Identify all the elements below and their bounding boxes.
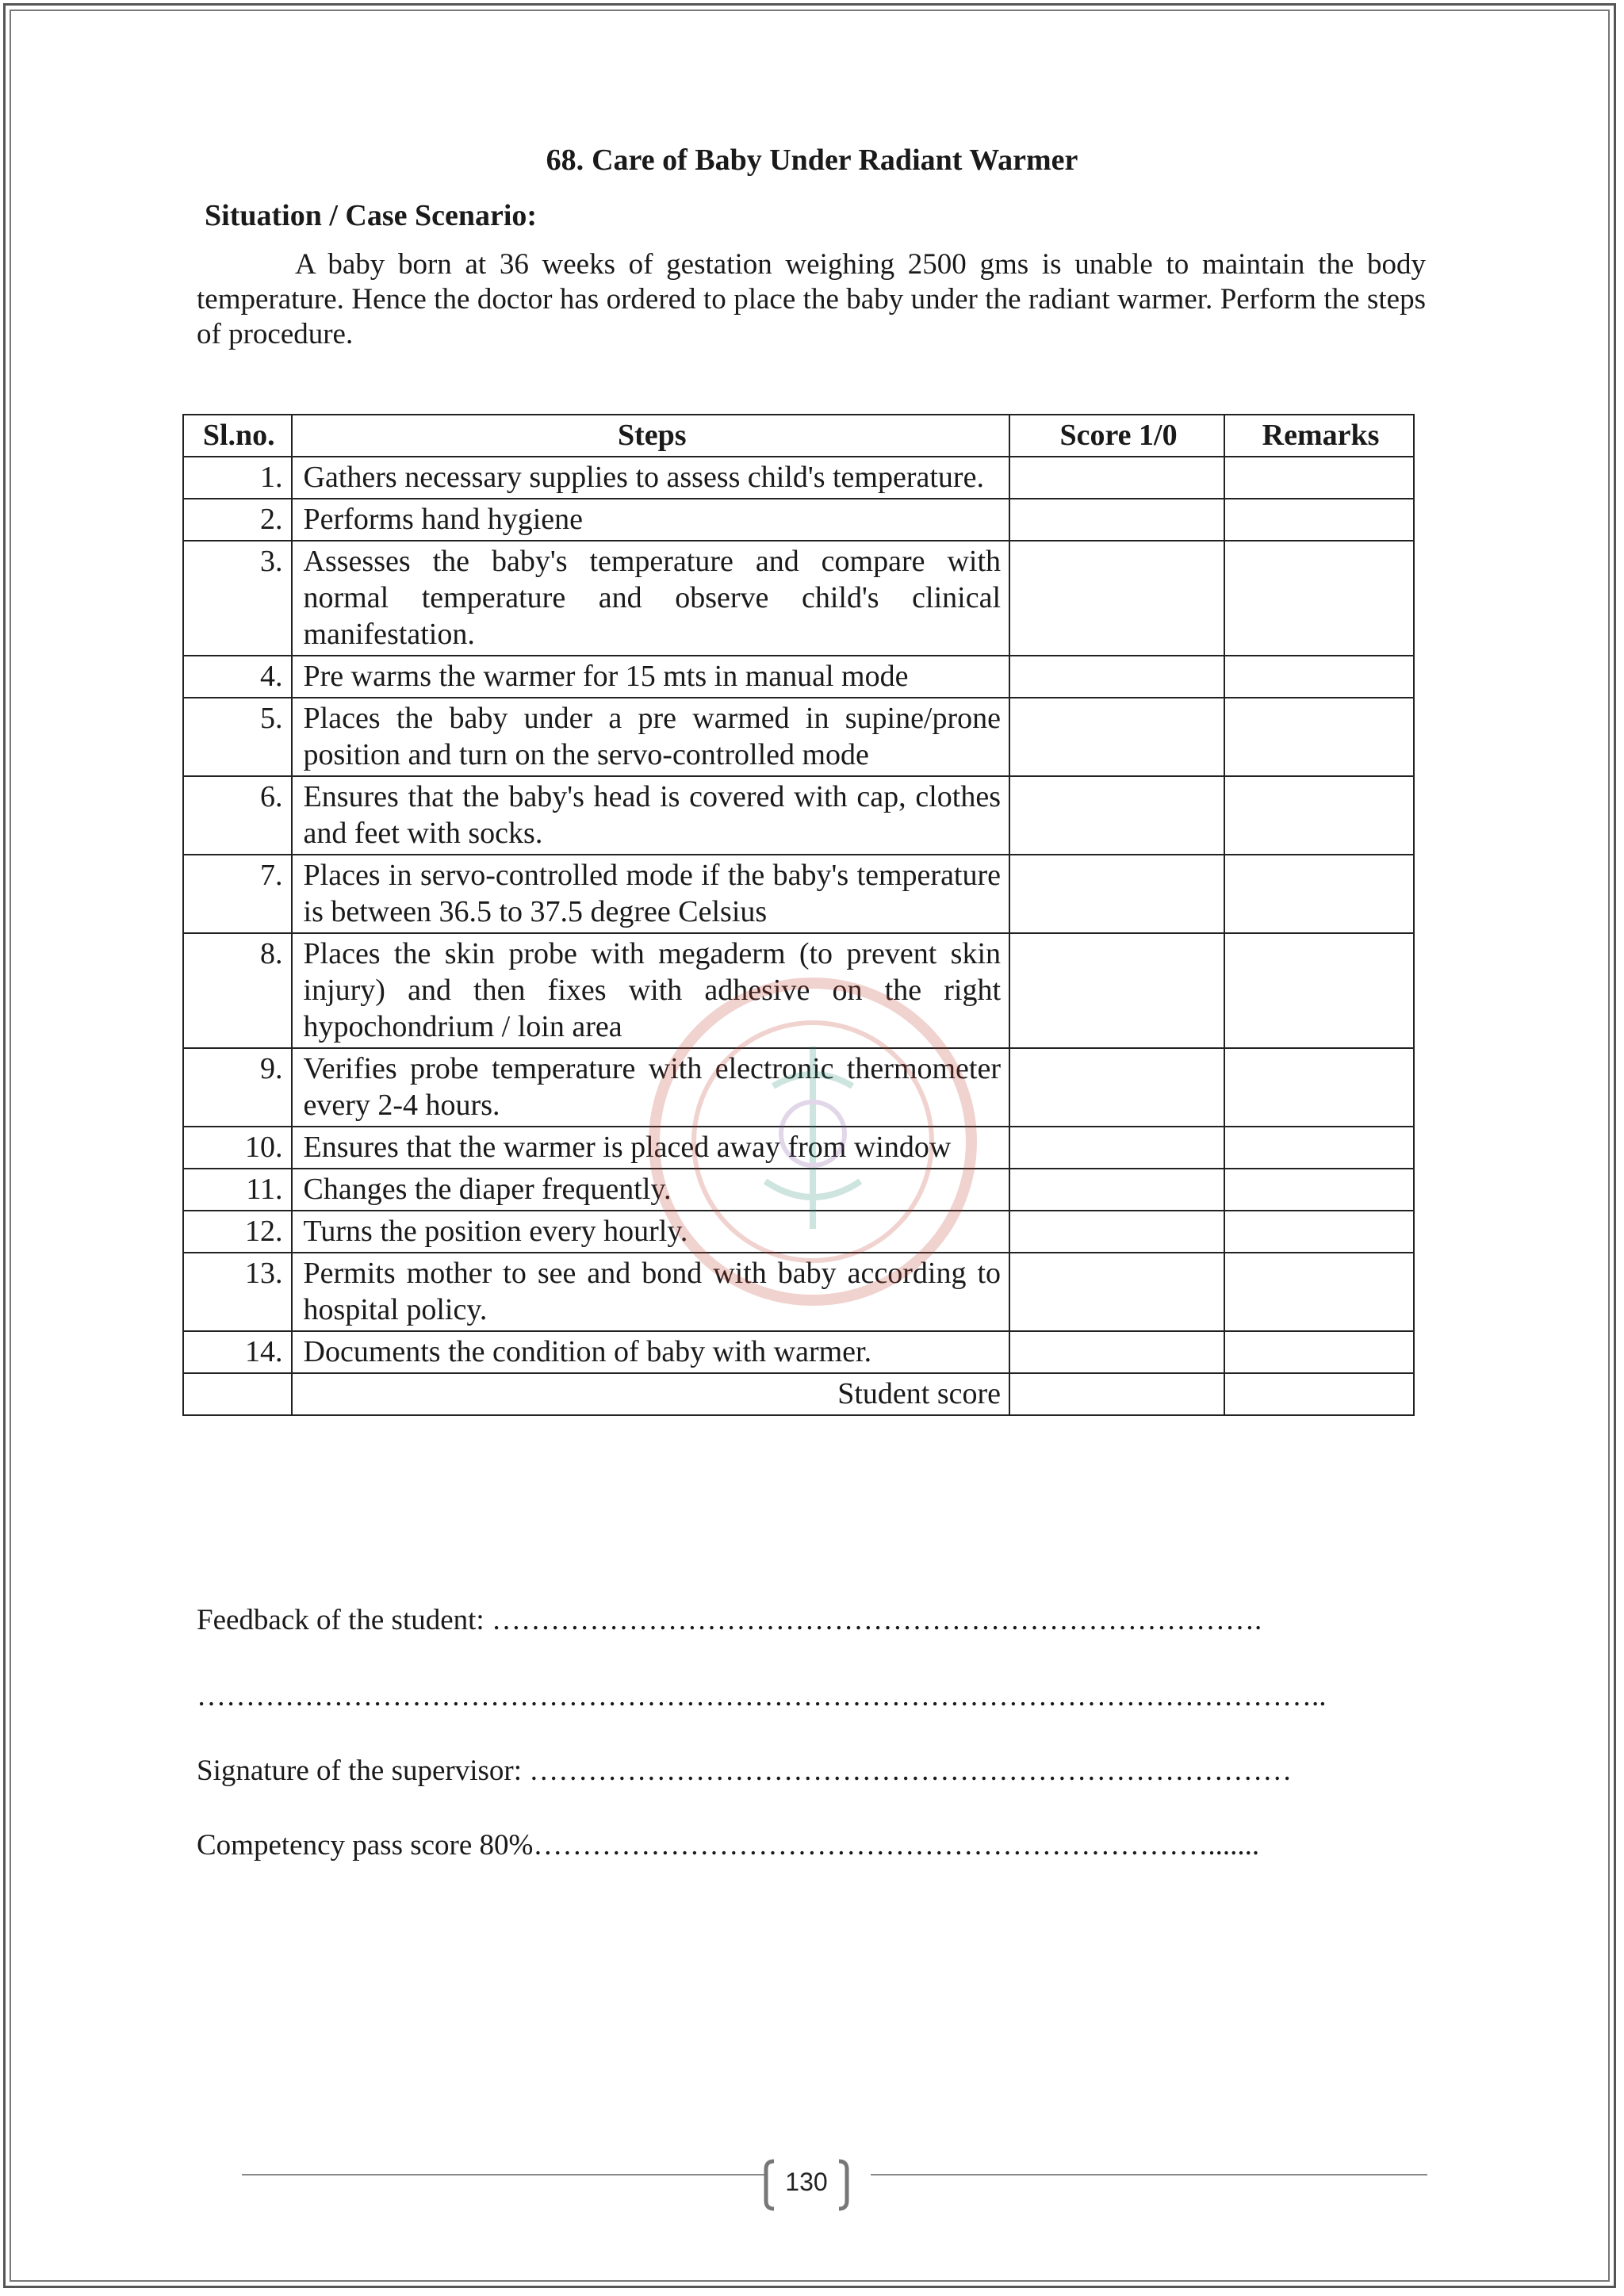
row-step: Pre warms the warmer for 15 mts in manual mode xyxy=(292,656,1010,698)
scenario-text: A baby born at 36 weeks of gestation weighing 2500 gms is unable to maintain the body temperature. Hence the doctor has ordered to place the baby under the radiant warmer. Perform the steps of procedure. xyxy=(197,248,1426,350)
remarks-cell[interactable] xyxy=(1224,1253,1414,1331)
row-number: 10. xyxy=(183,1127,292,1169)
row-number: 7. xyxy=(183,855,292,933)
row-number: 3. xyxy=(183,541,292,656)
score-cell[interactable] xyxy=(1009,1169,1224,1211)
table-row xyxy=(183,541,1414,656)
score-cell[interactable] xyxy=(1009,855,1224,933)
row-step: Verifies probe temperature with electronic thermometer every 2-4 hours. xyxy=(292,1048,1010,1127)
score-cell[interactable] xyxy=(1009,698,1224,776)
row-step: Places the baby under a pre warmed in supine/prone position and turn on the servo-controlled mode xyxy=(292,698,1010,776)
score-cell[interactable] xyxy=(1009,656,1224,698)
row-step: Assesses the baby's temperature and compare with normal temperature and observe child's clinical manifestation. xyxy=(292,541,1010,656)
row-step: Places the skin probe with megaderm (to prevent skin injury) and then fixes with adhesive on the right hypochondrium / loin area xyxy=(292,933,1010,1048)
page-title xyxy=(0,143,1624,178)
row-number: 5. xyxy=(183,698,292,776)
supervisor-signature-line: Signature of the supervisor: …………………………………………………………………… xyxy=(197,1755,1293,1787)
title-number: 68. xyxy=(546,144,584,177)
row-step: Changes the diaper frequently. xyxy=(292,1169,1010,1211)
remarks-cell[interactable] xyxy=(1224,1211,1414,1253)
score-cell[interactable] xyxy=(1009,541,1224,656)
score-cell[interactable] xyxy=(1009,933,1224,1048)
title-text: Care of Baby Under Radiant Warmer xyxy=(592,144,1078,177)
feedback-continuation-line: …………………………………………………………………………………………………….. xyxy=(197,1680,1327,1712)
table-row xyxy=(183,457,1414,499)
table-row xyxy=(183,698,1414,776)
situation-heading: Situation / Case Scenario: xyxy=(205,199,538,232)
table-row xyxy=(183,1048,1414,1127)
remarks-cell[interactable] xyxy=(1224,656,1414,698)
table-row xyxy=(183,933,1414,1048)
remarks-cell[interactable] xyxy=(1224,1169,1414,1211)
score-cell[interactable] xyxy=(1009,1127,1224,1169)
row-number: 12. xyxy=(183,1211,292,1253)
score-cell[interactable] xyxy=(1009,1048,1224,1127)
row-number: 13. xyxy=(183,1253,292,1331)
table-row xyxy=(183,1331,1414,1373)
table-row xyxy=(183,855,1414,933)
row-number: 6. xyxy=(183,776,292,855)
score-cell[interactable] xyxy=(1009,1211,1224,1253)
row-number: 14. xyxy=(183,1331,292,1373)
remarks-cell[interactable] xyxy=(1224,698,1414,776)
row-step: Ensures that the warmer is placed away from window xyxy=(292,1127,1010,1169)
table-row xyxy=(183,1211,1414,1253)
table-header-row xyxy=(183,415,1414,457)
student-score-cell[interactable] xyxy=(1009,1373,1224,1415)
table-row xyxy=(183,776,1414,855)
row-number: 2. xyxy=(183,499,292,541)
remarks-cell[interactable] xyxy=(1224,457,1414,499)
remarks-cell[interactable] xyxy=(1224,776,1414,855)
page-number: 130 xyxy=(785,2168,828,2196)
student-feedback-line: Feedback of the student: ……………………………………………………………………. xyxy=(197,1604,1262,1636)
row-step: Documents the condition of baby with warmer. xyxy=(292,1331,1010,1373)
score-cell[interactable] xyxy=(1009,1331,1224,1373)
row-step: Gathers necessary supplies to assess child's temperature. xyxy=(292,457,1010,499)
remarks-cell[interactable] xyxy=(1224,1048,1414,1127)
footer-rule-right xyxy=(871,2174,1427,2175)
table-row xyxy=(183,1253,1414,1331)
table-row xyxy=(183,656,1414,698)
row-step: Places in servo-controlled mode if the baby's temperature is between 36.5 to 37.5 degree Celsius xyxy=(292,855,1010,933)
score-cell[interactable] xyxy=(1009,499,1224,541)
header-score: Score 1/0 xyxy=(1009,415,1224,457)
remarks-cell[interactable] xyxy=(1224,1331,1414,1373)
student-score-row xyxy=(183,1373,1414,1415)
row-step: Permits mother to see and bond with baby according to hospital policy. xyxy=(292,1253,1010,1331)
remarks-cell[interactable] xyxy=(1224,499,1414,541)
footer-rule-left xyxy=(242,2174,765,2175)
row-step: Ensures that the baby's head is covered with cap, clothes and feet with socks. xyxy=(292,776,1010,855)
scenario-paragraph xyxy=(197,247,1426,352)
total-number-cell xyxy=(183,1373,292,1415)
score-cell[interactable] xyxy=(1009,776,1224,855)
score-cell[interactable] xyxy=(1009,1253,1224,1331)
header-slno: Sl.no. xyxy=(183,415,292,457)
row-number: 8. xyxy=(183,933,292,1048)
row-step: Performs hand hygiene xyxy=(292,499,1010,541)
student-remarks-cell[interactable] xyxy=(1224,1373,1414,1415)
pass-score-line: Competency pass score 80%……………………………………………………………....... xyxy=(197,1829,1260,1862)
row-number: 1. xyxy=(183,457,292,499)
score-cell[interactable] xyxy=(1009,457,1224,499)
procedure-checklist-table xyxy=(182,414,1415,1416)
table-row xyxy=(183,1169,1414,1211)
student-score-label: Student score xyxy=(292,1373,1010,1415)
row-number: 4. xyxy=(183,656,292,698)
remarks-cell[interactable] xyxy=(1224,1127,1414,1169)
row-step: Turns the position every hourly. xyxy=(292,1211,1010,1253)
remarks-cell[interactable] xyxy=(1224,541,1414,656)
remarks-cell[interactable] xyxy=(1224,855,1414,933)
table-row xyxy=(183,1127,1414,1169)
page-number-box xyxy=(763,2158,850,2212)
header-steps: Steps xyxy=(292,415,1010,457)
row-number: 9. xyxy=(183,1048,292,1127)
header-remarks: Remarks xyxy=(1224,415,1414,457)
row-number: 11. xyxy=(183,1169,292,1211)
remarks-cell[interactable] xyxy=(1224,933,1414,1048)
table-row xyxy=(183,499,1414,541)
